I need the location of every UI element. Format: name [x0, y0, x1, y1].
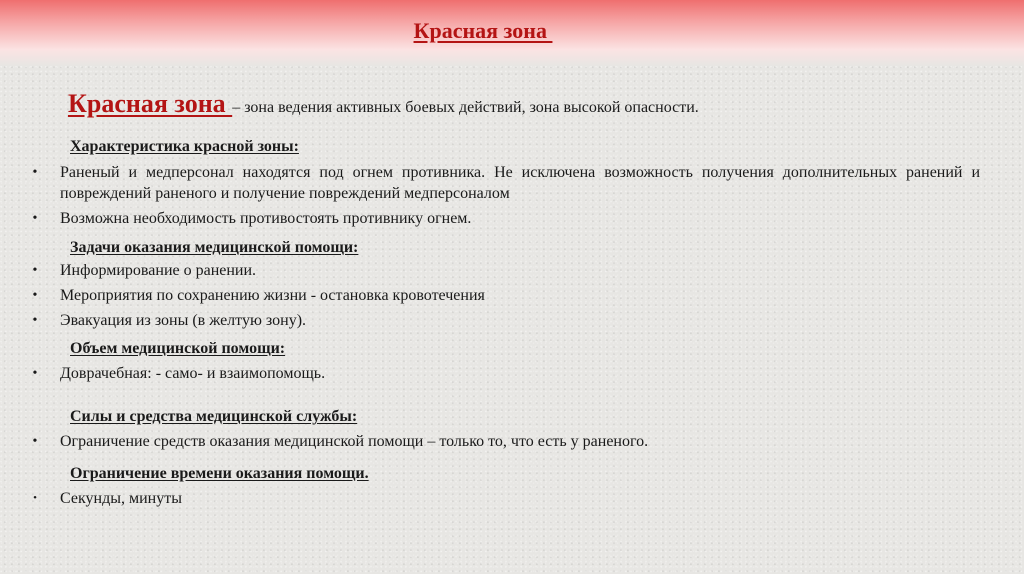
intro-definition — [68, 90, 968, 122]
bullet-icon: • — [32, 313, 38, 328]
list-item-text: Возможна необходимость противостоять противнику огнем. — [60, 210, 472, 227]
list-item-text: Эвакуация из зоны (в желтую зону). — [60, 312, 307, 329]
bullet-icon: • — [33, 492, 37, 504]
list-item-text: Секунды, минуты — [60, 490, 182, 507]
bullet-icon: • — [32, 366, 38, 381]
intro-dash: – — [232, 99, 245, 116]
list-item-text: Доврачебная: - само- и взаимопомощь. — [60, 365, 326, 382]
bullet-icon: • — [32, 288, 38, 303]
list-forces — [28, 431, 980, 456]
list-item-text: Мероприятия по сохранению жизни - остановка кровотечения — [60, 287, 485, 304]
list-item — [28, 310, 980, 331]
bullet-icon: • — [32, 211, 38, 226]
list-item — [28, 285, 980, 306]
section-title-scope: Объем медицинской помощи: — [70, 340, 286, 357]
list-tasks — [28, 260, 980, 335]
section-title-characteristics: Характеристика красной зоны: — [70, 138, 299, 155]
intro-definition-text: зона ведения активных боевых действий, зона высокой опасности. — [244, 99, 699, 116]
list-time-limit — [28, 488, 980, 513]
list-item — [28, 431, 980, 452]
slide-title: Красная зона — [413, 18, 553, 43]
list-item-text: Раненый и медперсонал находятся под огнем противника. Не исключена возможность получения дополнительных ранений и повреждений раненого и получение повреждений медперсоналом — [60, 164, 980, 202]
list-item — [28, 260, 980, 281]
intro-term: Красная зона — [68, 89, 233, 118]
bullet-icon: • — [32, 434, 38, 449]
section-title-tasks: Задачи оказания медицинской помощи: — [70, 239, 359, 256]
list-item — [28, 162, 980, 204]
list-item-text: Информирование о ранении. — [60, 262, 257, 279]
list-scope — [28, 363, 980, 388]
section-title-time-limit: Ограничение времени оказания помощи. — [70, 465, 369, 482]
list-item — [28, 363, 980, 384]
list-item — [28, 488, 980, 509]
list-item — [28, 208, 980, 229]
section-title-forces: Силы и средства медицинской службы: — [70, 408, 358, 425]
bullet-icon: • — [32, 263, 38, 278]
bullet-icon: • — [32, 165, 38, 180]
list-item-text: Ограничение средств оказания медицинской помощи – только то, что есть у раненого. — [60, 433, 649, 450]
list-characteristics — [28, 162, 980, 233]
